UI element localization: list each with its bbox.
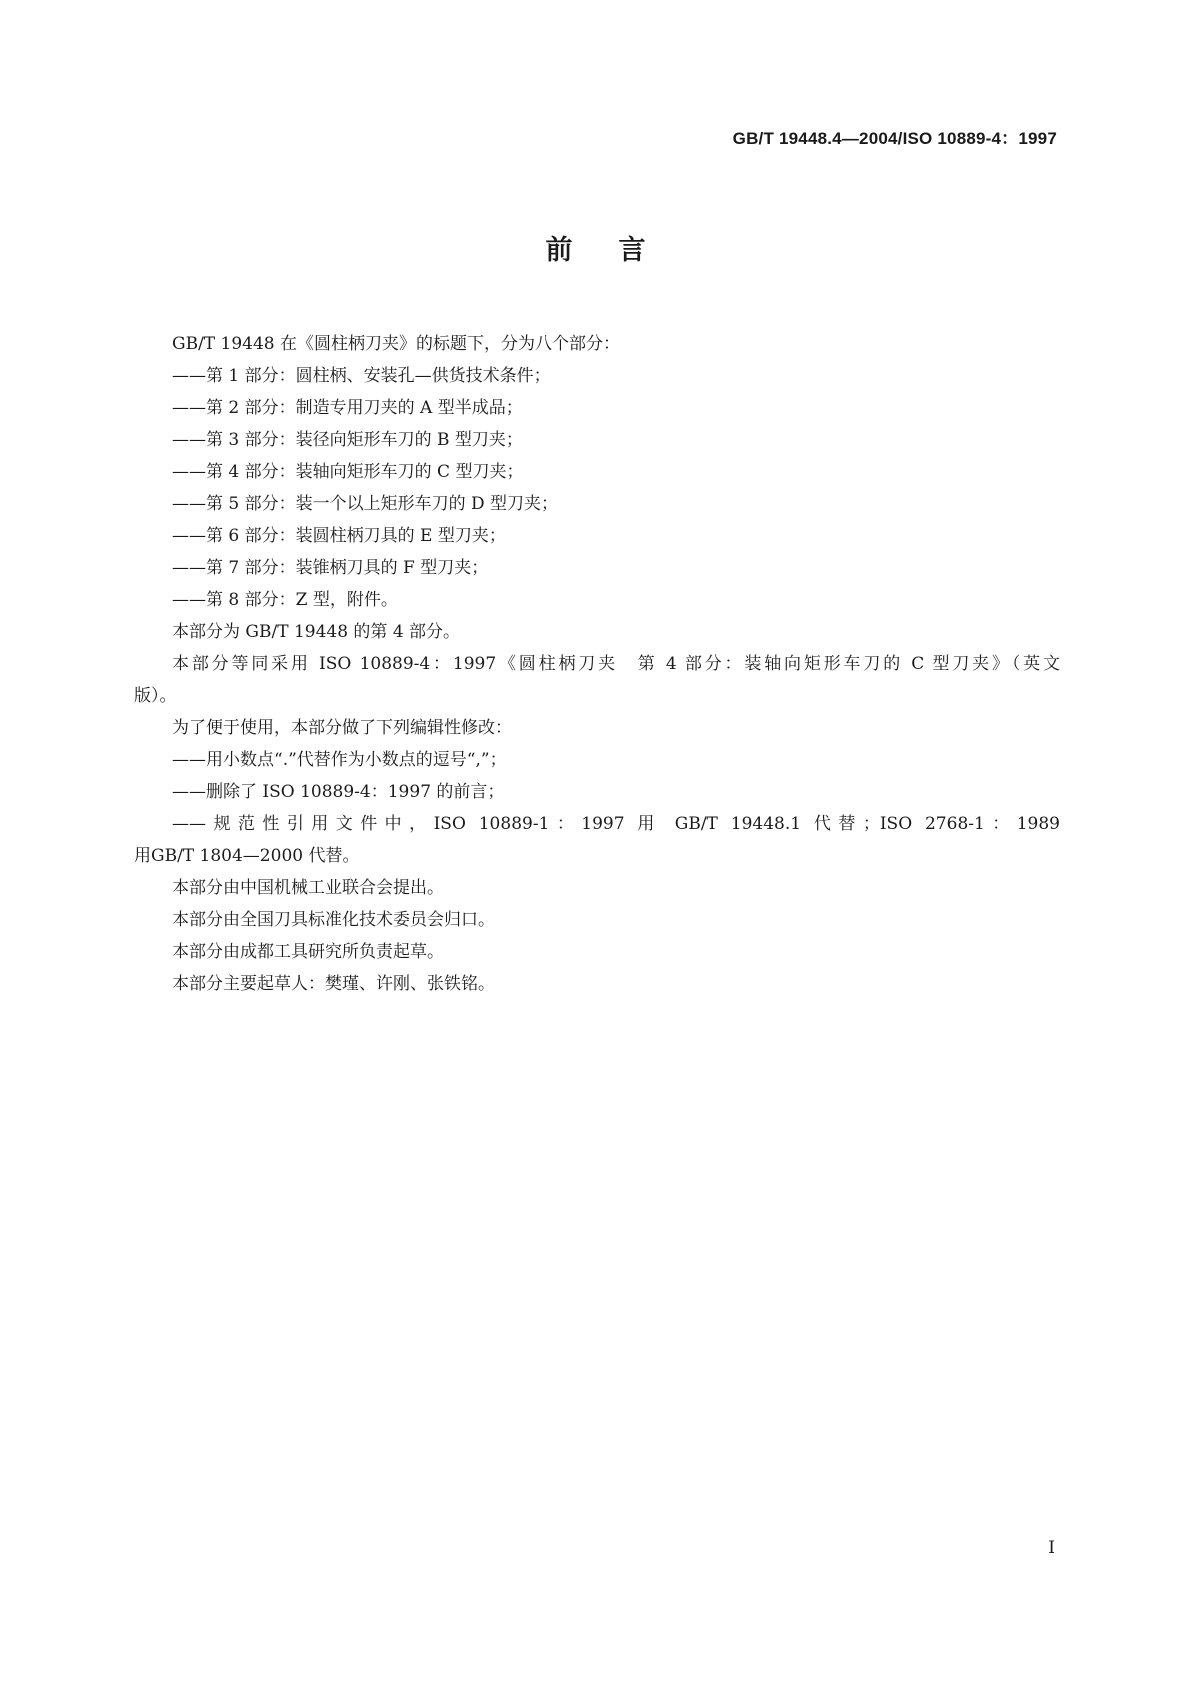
list-item-part-8: ——第 8 部分：Z 型，附件。 bbox=[172, 590, 398, 610]
paragraph-centralized-by: 本部分由全国刀具标准化技术委员会归口。 bbox=[172, 910, 495, 930]
paragraph-proposed-by: 本部分由中国机械工业联合会提出。 bbox=[172, 878, 444, 898]
foreword-body bbox=[134, 328, 1060, 1000]
list-item-part-6: ——第 6 部分：装圆柱柄刀具的 E 型刀夹； bbox=[172, 526, 506, 546]
list-item-part-4: ——第 4 部分：装轴向矩形车刀的 C 型刀夹； bbox=[172, 462, 524, 482]
paragraph-edits-intro: 为了便于使用，本部分做了下列编辑性修改： bbox=[172, 718, 512, 738]
paragraph-drafted-by: 本部分由成都工具研究所负责起草。 bbox=[172, 942, 444, 962]
list-item-part-7: ——第 7 部分：装锥柄刀具的 F 型刀夹； bbox=[172, 558, 489, 578]
list-item-part-1: ——第 1 部分：圆柱柄、安装孔—供货技术条件； bbox=[172, 366, 551, 386]
list-item-edit-references: ——规范性引用文件中，ISO 10889-1：1997 用 GB/T 19448.1 代替；ISO 2768-1：1989 bbox=[172, 814, 1060, 834]
list-item-edit-references-continued: 用GB/T 1804—2000 代替。 bbox=[134, 846, 360, 866]
list-item-edit-foreword: ——删除了 ISO 10889-4：1997 的前言； bbox=[172, 782, 505, 802]
standard-number-header: GB/T 19448.4—2004/ISO 10889-4：1997 bbox=[732, 129, 1057, 148]
paragraph-adoption-continued: 版）。 bbox=[134, 686, 177, 706]
page-number: I bbox=[1048, 1538, 1055, 1558]
paragraph-intro: GB/T 19448 在《圆柱柄刀夹》的标题下，分为八个部分： bbox=[172, 334, 621, 354]
list-item-part-3: ——第 3 部分：装径向矩形车刀的 B 型刀夹； bbox=[172, 430, 523, 450]
paragraph-adoption: 本部分等同采用 ISO 10889-4：1997《圆柱柄刀夹 第 4 部分：装轴向矩形车刀的 C 型刀夹》（英文 bbox=[172, 654, 1060, 674]
list-item-part-2: ——第 2 部分：制造专用刀夹的 A 型半成品； bbox=[172, 398, 523, 418]
paragraph-part-statement: 本部分为 GB/T 19448 的第 4 部分。 bbox=[172, 622, 461, 642]
list-item-edit-decimal: ——用小数点“.”代替作为小数点的逗号“,”； bbox=[172, 750, 507, 770]
list-item-part-5: ——第 5 部分：装一个以上矩形车刀的 D 型刀夹； bbox=[172, 494, 559, 514]
paragraph-drafters: 本部分主要起草人：樊瑾、许刚、张铁铭。 bbox=[172, 974, 495, 994]
page-title: 前言 bbox=[545, 235, 692, 266]
